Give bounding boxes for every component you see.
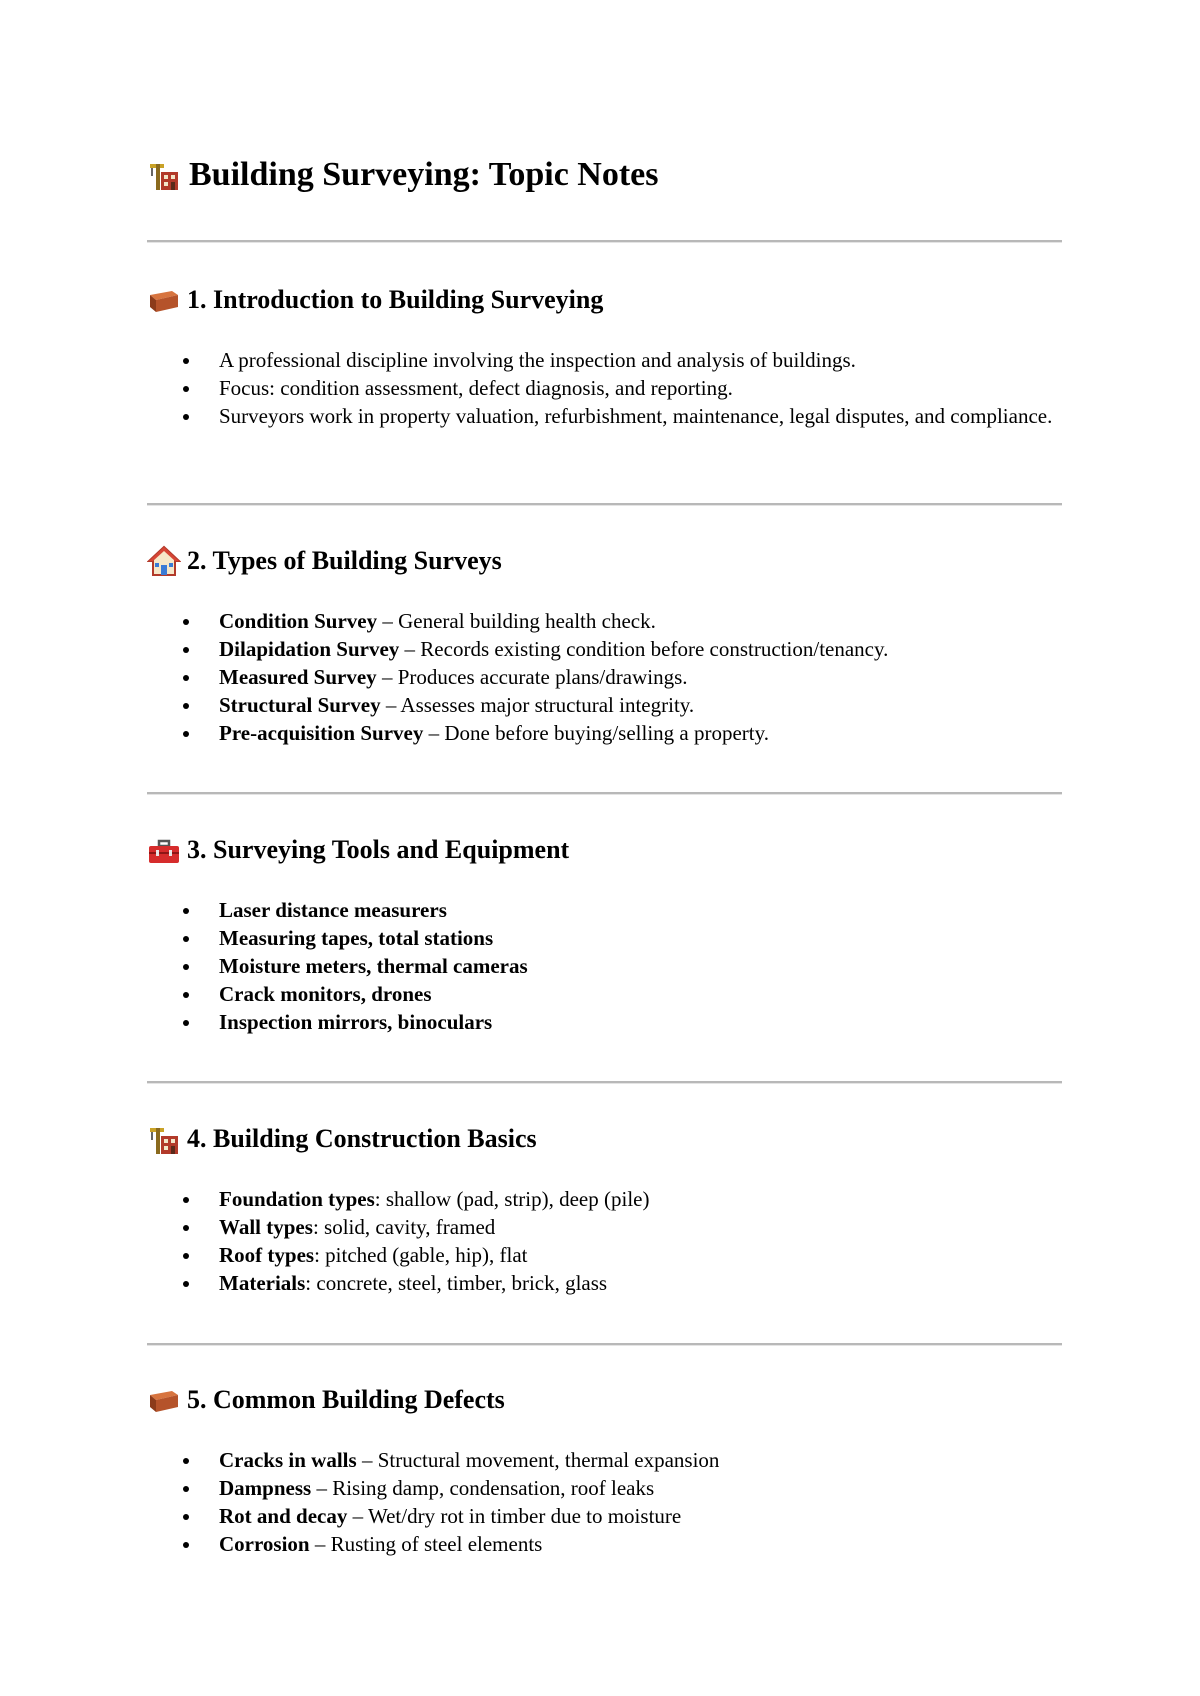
divider <box>147 1081 1062 1084</box>
list-item: Moisture meters, thermal cameras <box>147 952 1062 980</box>
section-3-title: 3. Surveying Tools and Equipment <box>187 835 570 864</box>
brick-icon <box>147 283 181 317</box>
building-construction-icon <box>147 158 181 192</box>
section-4-heading <box>147 1121 537 1157</box>
divider <box>147 1343 1062 1346</box>
section-5-title: 5. Common Building Defects <box>187 1385 505 1414</box>
house-icon <box>147 544 181 578</box>
list-item: Focus: condition assessment, defect diagnosis, and reporting. <box>147 374 1062 402</box>
list-item: Inspection mirrors, binoculars <box>147 1008 1062 1036</box>
brick-icon <box>147 1383 181 1417</box>
page-title-text: Building Surveying: Topic Notes <box>189 156 659 193</box>
section-4-title: 4. Building Construction Basics <box>187 1124 537 1153</box>
list-item: Rot and decay – Wet/dry rot in timber due to moisture <box>147 1502 1062 1530</box>
section-1-title: 1. Introduction to Building Surveying <box>187 285 604 314</box>
section-2-list <box>147 607 1062 747</box>
section-3-heading <box>147 832 569 868</box>
list-item: Surveyors work in property valuation, refurbishment, maintenance, legal disputes, and compliance. <box>147 402 1062 430</box>
section-1-heading <box>147 282 603 318</box>
section-5-heading <box>147 1382 505 1418</box>
list-item: Wall types: solid, cavity, framed <box>147 1213 1062 1241</box>
list-item: Condition Survey – General building health check. <box>147 607 1062 635</box>
list-item: Roof types: pitched (gable, hip), flat <box>147 1241 1062 1269</box>
list-item: Dilapidation Survey – Records existing condition before construction/tenancy. <box>147 635 1062 663</box>
list-item: Measured Survey – Produces accurate plans/drawings. <box>147 663 1062 691</box>
list-item: A professional discipline involving the inspection and analysis of buildings. <box>147 346 1062 374</box>
list-item: Measuring tapes, total stations <box>147 924 1062 952</box>
section-2-title: 2. Types of Building Surveys <box>187 546 502 575</box>
section-3-list <box>147 896 1062 1036</box>
page-title <box>147 150 659 200</box>
list-item: Foundation types: shallow (pad, strip), deep (pile) <box>147 1185 1062 1213</box>
list-item: Corrosion – Rusting of steel elements <box>147 1530 1062 1558</box>
list-item: Structural Survey – Assesses major structural integrity. <box>147 691 1062 719</box>
divider <box>147 503 1062 506</box>
list-item: Materials: concrete, steel, timber, brick, glass <box>147 1269 1062 1297</box>
section-1-list <box>147 346 1062 430</box>
divider <box>147 792 1062 795</box>
list-item: Pre-acquisition Survey – Done before buying/selling a property. <box>147 719 1062 747</box>
list-item: Cracks in walls – Structural movement, thermal expansion <box>147 1446 1062 1474</box>
section-5-list <box>147 1446 1062 1558</box>
section-4-list <box>147 1185 1062 1297</box>
list-item: Crack monitors, drones <box>147 980 1062 1008</box>
divider <box>147 240 1062 243</box>
section-2-heading <box>147 543 502 579</box>
toolbox-icon <box>147 833 181 867</box>
list-item: Dampness – Rising damp, condensation, roof leaks <box>147 1474 1062 1502</box>
building-construction-icon <box>147 1122 181 1156</box>
list-item: Laser distance measurers <box>147 896 1062 924</box>
